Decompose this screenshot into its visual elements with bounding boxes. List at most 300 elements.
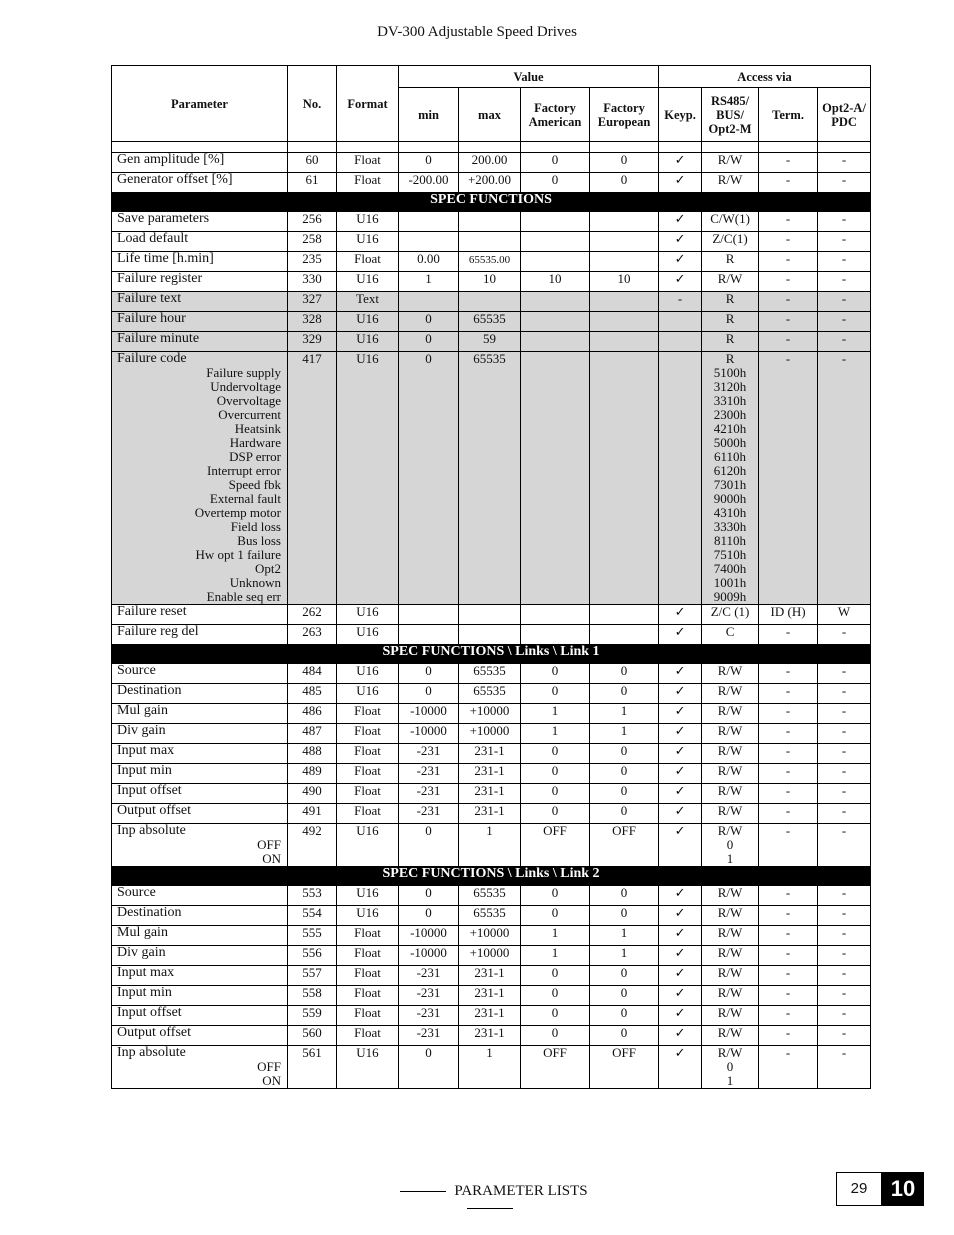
rs485-value: R/W — [717, 783, 743, 798]
format-value: U16 — [356, 604, 379, 619]
factory-european-cell — [590, 625, 659, 645]
factory-american-cell — [521, 312, 590, 332]
min-value: 0 — [425, 905, 432, 920]
no-value: 327 — [302, 291, 322, 306]
rs485-value: R/W — [717, 905, 743, 920]
min-value: -231 — [416, 965, 441, 980]
keypad-cell — [659, 1006, 702, 1026]
table-row — [112, 684, 871, 704]
term-cell — [759, 232, 818, 252]
factory-european-value: 0 — [620, 783, 628, 798]
factory-american-value: 0 — [551, 985, 559, 1000]
keypad-value: ✓ — [674, 925, 686, 940]
format-cell — [337, 252, 399, 272]
factory-american-value: OFF — [543, 1045, 567, 1060]
no-value: 489 — [302, 763, 322, 778]
no-cell — [288, 684, 337, 704]
table-row — [112, 886, 871, 906]
opt2-cell — [818, 744, 871, 764]
parameter-name: Failure hour — [117, 311, 186, 326]
keypad-cell — [659, 605, 702, 625]
rs485-value: R/W — [717, 885, 743, 900]
rs485-value: R/W — [717, 763, 743, 778]
min-value: 0 — [425, 351, 432, 366]
term-cell — [759, 153, 818, 173]
term-value: - — [785, 271, 791, 286]
format-cell — [337, 352, 399, 605]
parameter-cell — [112, 704, 288, 724]
min-value: -231 — [416, 763, 441, 778]
rs485-cell — [702, 173, 759, 193]
format-cell — [337, 946, 399, 966]
factory-american-value: 0 — [551, 152, 559, 167]
factory-european-cell — [590, 312, 659, 332]
max-value: 59 — [483, 331, 496, 346]
min-value: -231 — [416, 783, 441, 798]
min-cell — [399, 906, 459, 926]
keypad-cell — [659, 704, 702, 724]
keypad-cell — [659, 625, 702, 645]
factory-european-value: 1 — [620, 925, 628, 940]
term-cell — [759, 906, 818, 926]
rs485-value: Z/C(1) — [712, 231, 748, 246]
format-cell — [337, 332, 399, 352]
opt2-value: - — [841, 211, 847, 226]
opt2-cell — [818, 724, 871, 744]
parameter-cell — [112, 946, 288, 966]
no-cell — [288, 744, 337, 764]
format-value: Float — [354, 803, 381, 818]
format-cell — [337, 744, 399, 764]
min-cell — [399, 704, 459, 724]
opt2-value: - — [841, 351, 847, 366]
factory-american-cell — [521, 804, 590, 824]
max-cell — [459, 332, 521, 352]
factory-american-cell — [521, 1006, 590, 1026]
no-cell — [288, 1006, 337, 1026]
parameter-cell — [112, 886, 288, 906]
format-value: Float — [354, 783, 381, 798]
table-row — [112, 1006, 871, 1026]
col-parameter: Parameter — [112, 66, 288, 142]
option-value: 3120h — [713, 379, 747, 394]
min-cell — [399, 252, 459, 272]
no-value: 258 — [302, 231, 322, 246]
table-row — [112, 1046, 871, 1089]
table-row — [112, 352, 871, 605]
term-cell — [759, 1046, 818, 1089]
parameter-name: Source — [117, 663, 156, 678]
min-cell — [399, 1046, 459, 1089]
max-cell — [459, 946, 521, 966]
min-value: -231 — [416, 803, 441, 818]
format-value: Float — [354, 925, 381, 940]
min-cell — [399, 824, 459, 867]
rs485-cell — [702, 232, 759, 252]
table-row — [112, 804, 871, 824]
no-cell — [288, 1026, 337, 1046]
term-value: - — [785, 723, 791, 738]
option-label: External fault — [209, 491, 281, 506]
no-value: 487 — [302, 723, 322, 738]
rs485-cell — [702, 906, 759, 926]
factory-european-cell — [590, 664, 659, 684]
opt2-cell — [818, 212, 871, 232]
max-cell — [459, 684, 521, 704]
max-value: 231-1 — [474, 1025, 505, 1040]
factory-european-cell — [590, 824, 659, 867]
min-cell — [399, 886, 459, 906]
term-cell — [759, 332, 818, 352]
format-value: Float — [354, 763, 381, 778]
min-value: -231 — [416, 985, 441, 1000]
factory-european-value: 0 — [620, 985, 628, 1000]
rs485-cell — [702, 352, 759, 605]
min-value: 0 — [425, 823, 432, 838]
factory-american-value: 10 — [548, 271, 562, 286]
max-cell — [459, 664, 521, 684]
opt2-value: - — [841, 945, 847, 960]
max-value: +10000 — [469, 723, 510, 738]
rs485-cell — [702, 664, 759, 684]
keypad-value: ✓ — [674, 1005, 686, 1020]
min-value: -10000 — [410, 703, 447, 718]
keypad-value: ✓ — [674, 663, 686, 678]
max-cell — [459, 724, 521, 744]
format-value: Float — [354, 985, 381, 1000]
min-value: -231 — [416, 1005, 441, 1020]
opt2-value: - — [841, 291, 847, 306]
factory-european-value: 1 — [620, 945, 628, 960]
parameter-cell — [112, 1046, 288, 1089]
opt2-value: - — [841, 985, 847, 1000]
keypad-cell — [659, 252, 702, 272]
factory-american-value: 0 — [551, 1025, 559, 1040]
term-value: - — [785, 823, 791, 838]
parameter-name: Failure reset — [117, 604, 187, 619]
term-cell — [759, 764, 818, 784]
factory-american-cell — [521, 886, 590, 906]
min-cell — [399, 946, 459, 966]
table-row — [112, 605, 871, 625]
rs485-cell — [702, 886, 759, 906]
rs485-cell — [702, 312, 759, 332]
max-value: +10000 — [469, 703, 510, 718]
keypad-cell — [659, 966, 702, 986]
parameter-cell — [112, 906, 288, 926]
format-cell — [337, 1026, 399, 1046]
table-row — [112, 272, 871, 292]
parameter-cell — [112, 744, 288, 764]
term-cell — [759, 684, 818, 704]
parameter-table — [111, 65, 871, 1089]
opt2-cell — [818, 1046, 871, 1089]
min-cell — [399, 173, 459, 193]
no-cell — [288, 784, 337, 804]
table-row — [112, 292, 871, 312]
opt2-value: - — [841, 683, 847, 698]
term-value: - — [785, 1025, 791, 1040]
parameter-name: Failure text — [117, 291, 182, 306]
parameter-cell — [112, 292, 288, 312]
factory-european-cell — [590, 153, 659, 173]
min-cell — [399, 332, 459, 352]
format-cell — [337, 704, 399, 724]
format-value: U16 — [356, 231, 379, 246]
keypad-value: ✓ — [674, 624, 686, 639]
factory-american-value: OFF — [543, 823, 567, 838]
parameter-cell — [112, 784, 288, 804]
opt2-value: - — [841, 965, 847, 980]
keypad-value: ✓ — [674, 985, 686, 1000]
opt2-cell — [818, 986, 871, 1006]
rs485-cell — [702, 804, 759, 824]
no-value: 561 — [302, 1045, 322, 1060]
factory-european-cell — [590, 784, 659, 804]
no-cell — [288, 292, 337, 312]
term-value: - — [785, 743, 791, 758]
table-row — [112, 986, 871, 1006]
keypad-cell — [659, 1046, 702, 1089]
min-cell — [399, 292, 459, 312]
format-cell — [337, 1046, 399, 1089]
factory-european-cell — [590, 946, 659, 966]
rs485-value: R/W — [717, 823, 743, 838]
factory-european-value: 1 — [620, 723, 628, 738]
parameter-name: Input min — [117, 763, 172, 778]
parameter-cell — [112, 272, 288, 292]
factory-american-cell — [521, 926, 590, 946]
option-label: Undervoltage — [210, 379, 281, 394]
parameter-cell — [112, 824, 288, 867]
parameter-cell — [112, 605, 288, 625]
min-cell — [399, 272, 459, 292]
format-value: Float — [354, 965, 381, 980]
min-cell — [399, 1026, 459, 1046]
format-cell — [337, 926, 399, 946]
rs485-value: R/W — [717, 965, 743, 980]
option-value: 7510h — [713, 547, 747, 562]
rs485-value: R/W — [717, 172, 743, 187]
rs485-value: R/W — [717, 803, 743, 818]
factory-american-cell — [521, 352, 590, 605]
keypad-cell — [659, 886, 702, 906]
no-value: 558 — [302, 985, 322, 1000]
factory-american-value: 1 — [551, 945, 559, 960]
section-title: SPEC FUNCTIONS — [112, 193, 871, 212]
factory-european-cell — [590, 1026, 659, 1046]
max-value: 65535 — [473, 905, 506, 920]
factory-european-cell — [590, 605, 659, 625]
rs485-cell — [702, 153, 759, 173]
term-cell — [759, 1006, 818, 1026]
parameter-cell — [112, 232, 288, 252]
no-cell — [288, 232, 337, 252]
keypad-value: ✓ — [674, 172, 686, 187]
factory-european-cell — [590, 212, 659, 232]
format-cell — [337, 804, 399, 824]
no-value: 484 — [302, 663, 322, 678]
min-cell — [399, 153, 459, 173]
opt2-value: - — [841, 783, 847, 798]
keypad-cell — [659, 804, 702, 824]
max-value: 231-1 — [474, 763, 505, 778]
keypad-cell — [659, 312, 702, 332]
max-value: +10000 — [469, 945, 510, 960]
no-cell — [288, 664, 337, 684]
no-cell — [288, 332, 337, 352]
factory-american-value: 0 — [551, 172, 559, 187]
parameter-name: Output offset — [117, 803, 192, 818]
parameter-name: Source — [117, 885, 156, 900]
max-value: 65535 — [473, 663, 506, 678]
parameter-cell — [112, 332, 288, 352]
rs485-value: R/W — [717, 945, 743, 960]
opt2-cell — [818, 664, 871, 684]
max-cell — [459, 804, 521, 824]
term-value: - — [785, 703, 791, 718]
parameter-name: Failure minute — [117, 331, 200, 346]
max-value: 65535 — [473, 885, 506, 900]
opt2-cell — [818, 824, 871, 867]
factory-european-cell — [590, 704, 659, 724]
parameter-name: Generator offset [%] — [117, 172, 233, 187]
max-cell — [459, 986, 521, 1006]
no-value: 329 — [302, 331, 322, 346]
keypad-cell — [659, 272, 702, 292]
format-value: Float — [354, 1005, 381, 1020]
parameter-cell — [112, 926, 288, 946]
keypad-cell — [659, 1026, 702, 1046]
keypad-value: ✓ — [674, 905, 686, 920]
format-value: U16 — [356, 351, 379, 366]
min-value: 0.00 — [417, 251, 440, 266]
no-value: 491 — [302, 803, 322, 818]
parameter-cell — [112, 352, 288, 605]
format-cell — [337, 764, 399, 784]
table-row — [112, 232, 871, 252]
factory-european-value: 0 — [620, 683, 628, 698]
no-value: 490 — [302, 783, 322, 798]
format-cell — [337, 664, 399, 684]
opt2-value: - — [841, 231, 847, 246]
keypad-value: - — [677, 291, 683, 306]
term-value: ID (H) — [770, 604, 806, 619]
format-cell — [337, 312, 399, 332]
format-cell — [337, 292, 399, 312]
term-value: - — [785, 311, 791, 326]
keypad-cell — [659, 986, 702, 1006]
no-cell — [288, 986, 337, 1006]
term-cell — [759, 292, 818, 312]
term-cell — [759, 804, 818, 824]
max-value: 65535.00 — [468, 254, 511, 266]
chapter-tab: 10 — [882, 1172, 924, 1206]
factory-american-cell — [521, 153, 590, 173]
parameter-name: Input min — [117, 985, 172, 1000]
factory-american-value: 0 — [551, 683, 559, 698]
rs485-cell — [702, 926, 759, 946]
term-cell — [759, 724, 818, 744]
min-cell — [399, 312, 459, 332]
rs485-cell — [702, 605, 759, 625]
rs485-cell — [702, 986, 759, 1006]
parameter-name: Load default — [117, 231, 189, 246]
format-value: Float — [354, 152, 381, 167]
opt2-value: - — [841, 743, 847, 758]
option-label: OFF — [257, 837, 281, 852]
no-value: 554 — [302, 905, 322, 920]
rs485-cell — [702, 1046, 759, 1089]
option-label: Speed fbk — [228, 477, 281, 492]
term-value: - — [785, 331, 791, 346]
option-value: 7301h — [713, 477, 747, 492]
min-cell — [399, 212, 459, 232]
max-cell — [459, 1006, 521, 1026]
term-cell — [759, 1026, 818, 1046]
factory-american-cell — [521, 906, 590, 926]
rs485-value: R/W — [717, 723, 743, 738]
no-value: 555 — [302, 925, 322, 940]
factory-european-cell — [590, 272, 659, 292]
opt2-value: - — [841, 172, 847, 187]
option-value: 4310h — [713, 505, 747, 520]
factory-european-cell — [590, 966, 659, 986]
format-cell — [337, 886, 399, 906]
parameter-cell — [112, 312, 288, 332]
format-value: U16 — [356, 331, 379, 346]
factory-american-value: 0 — [551, 783, 559, 798]
opt2-value: - — [841, 905, 847, 920]
keypad-value: ✓ — [674, 803, 686, 818]
col-no: No. — [288, 66, 337, 142]
opt2-cell — [818, 332, 871, 352]
col-opt2: Opt2-A/ PDC — [818, 88, 871, 142]
min-value: 0 — [425, 311, 432, 326]
factory-european-value: 0 — [620, 663, 628, 678]
max-value: 200.00 — [471, 152, 508, 167]
opt2-value: - — [841, 803, 847, 818]
max-value: 231-1 — [474, 783, 505, 798]
no-value: 553 — [302, 885, 322, 900]
opt2-cell — [818, 966, 871, 986]
opt2-cell — [818, 764, 871, 784]
factory-european-value: OFF — [612, 1045, 636, 1060]
rs485-cell — [702, 272, 759, 292]
keypad-cell — [659, 212, 702, 232]
option-value: 7400h — [713, 561, 747, 576]
factory-european-value: 0 — [620, 152, 628, 167]
min-value: -200.00 — [408, 172, 449, 187]
max-cell — [459, 1046, 521, 1089]
col-min: min — [399, 88, 459, 142]
opt2-value: - — [841, 925, 847, 940]
keypad-cell — [659, 946, 702, 966]
option-label: Interrupt error — [207, 463, 281, 478]
opt2-cell — [818, 272, 871, 292]
table-row — [112, 764, 871, 784]
option-value: 2300h — [713, 407, 747, 422]
opt2-cell — [818, 292, 871, 312]
format-cell — [337, 824, 399, 867]
rs485-value: R/W — [717, 683, 743, 698]
min-value: -10000 — [410, 723, 447, 738]
opt2-value: - — [841, 271, 847, 286]
term-value: - — [785, 663, 791, 678]
opt2-value: - — [841, 311, 847, 326]
keypad-value: ✓ — [674, 683, 686, 698]
option-label: Enable seq err — [206, 589, 281, 604]
